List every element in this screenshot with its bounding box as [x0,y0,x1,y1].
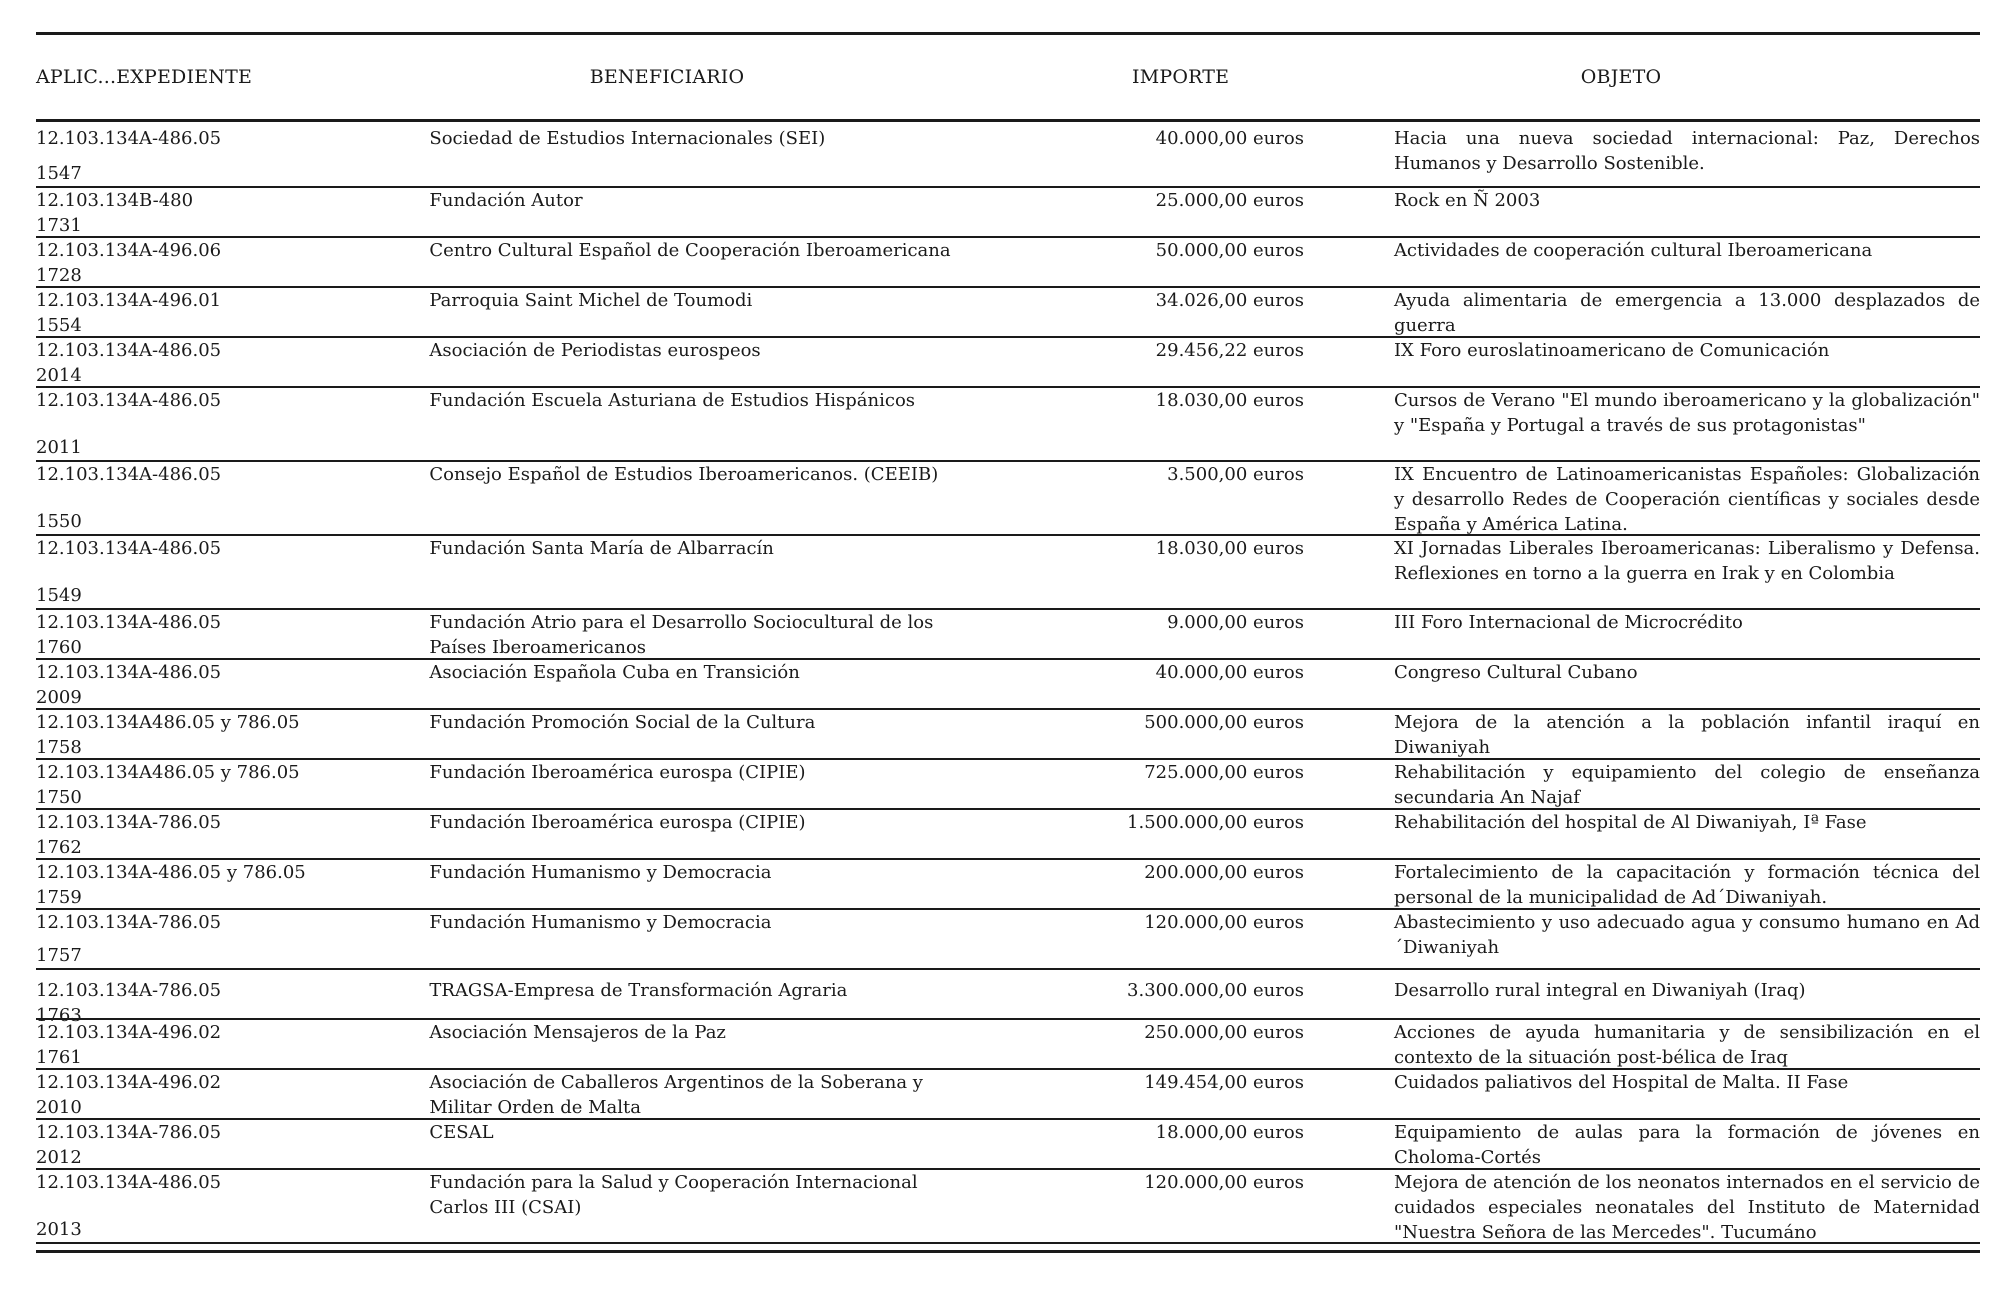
cell-beneficiario: Fundación para la Salud y Cooperación Internacional Carlos III (CSAI) [429,1172,918,1218]
cell-beneficiario: Fundación Promoción Social de la Cultura [429,712,816,733]
document-page [36,32,1980,1253]
header-importe: IMPORTE [1132,66,1230,88]
cell-beneficiario: Asociación Española Cuba en Transición [429,662,800,683]
cell-importe: 250.000,00 euros [1144,1022,1304,1043]
table-row [36,860,1980,910]
table-row [36,910,1980,970]
cell-objeto: Mejora de la atención a la población infantil iraquí en Diwaniyah [1393,712,1981,758]
table-row [36,238,1980,288]
cell-aplicacion [36,1120,429,1168]
cell-aplicacion [36,338,429,386]
expediente-number: 2009 [36,687,82,708]
cell-importe: 725.000,00 euros [1144,762,1304,783]
cell-objeto: Desarrollo rural integral en Diwaniyah (Iraq) [1393,980,1806,1001]
expediente-number: 1761 [36,1047,82,1068]
expediente-number: 1762 [36,837,82,858]
aplicacion-code: 12.103.134A-786.05 [36,912,222,933]
cell-importe: 120.000,00 euros [1144,1172,1304,1193]
cell-beneficiario: Centro Cultural Español de Cooperación Iberoamericana [429,240,951,261]
cell-aplicacion [36,710,429,758]
cell-beneficiario: TRAGSA-Empresa de Transformación Agraria [429,980,848,1001]
aplicacion-code: 12.103.134A-486.05 [36,1172,222,1193]
table-row [36,462,1980,536]
aplicacion-code: 12.103.134A-496.02 [36,1022,222,1043]
table-row [36,388,1980,462]
cell-objeto: Congreso Cultural Cubano [1393,662,1638,683]
aplicacion-code: 12.103.134A-496.06 [36,240,222,261]
expediente-number: 1547 [36,163,82,184]
cell-objeto: Actividades de cooperación cultural Iberoamericana [1393,240,1873,261]
cell-aplicacion [36,1070,429,1118]
cell-importe: 120.000,00 euros [1144,912,1304,933]
table-row [36,660,1980,710]
expediente-number: 1757 [36,945,82,966]
cell-aplicacion [36,1170,429,1242]
expediente-number: 1550 [36,511,82,532]
aplicacion-code: 12.103.134A-486.05 [36,340,222,361]
cell-objeto: Hacia una nueva sociedad internacional: Paz, Derechos Humanos y Desarrollo Sostenible. [1393,128,1981,174]
table-row [36,1120,1980,1170]
aplicacion-code: 12.103.134B-480 [36,190,194,211]
cell-importe: 25.000,00 euros [1155,190,1304,211]
expediente-number: 2010 [36,1097,82,1118]
aplicacion-code: 12.103.134A-496.01 [36,290,222,311]
cell-importe: 29.456,22 euros [1155,340,1304,361]
cell-aplicacion [36,1020,429,1068]
aplicacion-code: 12.103.134A-486.05 [36,464,222,485]
table-row [36,288,1980,338]
aplicacion-code: 12.103.134A-486.05 [36,662,222,683]
expediente-number: 1549 [36,585,82,606]
cell-beneficiario: Asociación de Caballeros Argentinos de la Soberana y Militar Orden de Malta [429,1072,923,1118]
cell-aplicacion [36,462,429,534]
aplicacion-code: 12.103.134A-786.05 [36,812,222,833]
cell-aplicacion [36,536,429,608]
header-objeto: OBJETO [1580,66,1662,88]
table-row [36,338,1980,388]
cell-importe: 18.000,00 euros [1155,1122,1304,1143]
expediente-number: 1763 [36,1005,82,1026]
cell-objeto: Abastecimiento y uso adecuado agua y consumo humano en Ad´Diwaniyah [1393,912,1981,958]
cell-beneficiario: Fundación Santa María de Albarracín [429,538,774,559]
cell-aplicacion [36,238,429,286]
cell-beneficiario: Asociación de Periodistas eurospeos [429,340,761,361]
expediente-number: 1758 [36,737,82,758]
cell-aplicacion [36,288,429,336]
cell-beneficiario: Fundación Iberoamérica eurospa (CIPIE) [429,762,806,783]
cell-importe: 34.026,00 euros [1155,290,1304,311]
cell-objeto: Equipamiento de aulas para la formación de jóvenes en Choloma-Cortés [1393,1122,1981,1168]
table-row [36,810,1980,860]
table-row [36,1020,1980,1070]
cell-aplicacion [36,860,429,908]
cell-objeto: Cuidados paliativos del Hospital de Malta. II Fase [1393,1072,1849,1093]
cell-beneficiario: Parroquia Saint Michel de Toumodi [429,290,753,311]
expediente-number: 2012 [36,1147,82,1168]
cell-objeto: Rehabilitación del hospital de Al Diwaniyah, Iª Fase [1393,812,1867,833]
cell-beneficiario: CESAL [429,1122,494,1143]
aplicacion-code: 12.103.134A-486.05 y 786.05 [36,862,306,883]
cell-beneficiario: Fundación Autor [429,190,583,211]
cell-importe: 18.030,00 euros [1155,538,1304,559]
cell-importe: 3.500,00 euros [1167,464,1304,485]
cell-objeto: III Foro Internacional de Microcrédito [1393,612,1743,633]
cell-objeto: Rehabilitación y equipamiento del colegio de enseñanza secundaria An Najaf [1393,762,1981,808]
aplicacion-code: 12.103.134A486.05 y 786.05 [36,712,300,733]
cell-objeto: Ayuda alimentaria de emergencia a 13.000 desplazados de guerra [1393,290,1981,336]
header-aplicacion: APLIC...EXPEDIENTE [36,66,253,88]
bottom-rule [36,1250,1980,1253]
expediente-number: 2013 [36,1219,82,1240]
cell-beneficiario: Fundación Atrio para el Desarrollo Sociocultural de los Países Iberoamericanos [429,612,934,658]
table-row [36,1070,1980,1120]
cell-objeto: Cursos de Verano "El mundo iberoamericano y la globalización" y "España y Portugal a través de sus protagonistas" [1393,390,1981,436]
aplicacion-code: 12.103.134A-486.05 [36,390,222,411]
table-row [36,536,1980,610]
table-row [36,122,1980,188]
table-row [36,760,1980,810]
expediente-number: 1759 [36,887,82,908]
expediente-number: 1728 [36,265,82,286]
table-row [36,610,1980,660]
cell-objeto: IX Foro euroslatinoamericano de Comunicación [1393,340,1830,361]
table-row [36,188,1980,238]
cell-importe: 50.000,00 euros [1155,240,1304,261]
aplicacion-code: 12.103.134A-486.05 [36,612,222,633]
cell-aplicacion [36,760,429,808]
cell-beneficiario: Fundación Humanismo y Democracia [429,912,772,933]
expediente-number: 1731 [36,215,82,236]
table-header [36,35,1980,122]
cell-beneficiario: Fundación Escuela Asturiana de Estudios Hispánicos [429,390,916,411]
table-body [36,122,1980,1253]
cell-aplicacion [36,810,429,858]
expediente-number: 1760 [36,637,82,658]
header-beneficiario: BENEFICIARIO [589,66,745,88]
cell-importe: 3.300.000,00 euros [1127,980,1304,1001]
cell-beneficiario: Fundación Humanismo y Democracia [429,862,772,883]
cell-aplicacion [36,978,429,1026]
cell-aplicacion [36,910,429,968]
cell-importe: 149.454,00 euros [1144,1072,1304,1093]
cell-aplicacion [36,126,429,186]
aplicacion-code: 12.103.134A-786.05 [36,1122,222,1143]
cell-importe: 40.000,00 euros [1155,128,1304,149]
cell-aplicacion [36,660,429,708]
cell-importe: 500.000,00 euros [1144,712,1304,733]
cell-importe: 40.000,00 euros [1155,662,1304,683]
cell-importe: 18.030,00 euros [1155,390,1304,411]
cell-objeto: IX Encuentro de Latinoamericanistas Españoles: Globalización y desarrollo Redes de Cooperación científicas y sociales desde España y América Latina. [1393,464,1981,535]
aplicacion-code: 12.103.134A-486.05 [36,128,222,149]
cell-beneficiario: Asociación Mensajeros de la Paz [429,1022,726,1043]
cell-objeto: Rock en Ñ 2003 [1393,190,1541,211]
expediente-number: 1554 [36,315,82,336]
cell-beneficiario: Sociedad de Estudios Internacionales (SEI) [429,128,826,149]
table-row [36,710,1980,760]
cell-objeto: XI Jornadas Liberales Iberoamericanas: Liberalismo y Defensa. Reflexiones en torno a la guerra en Irak y en Colombia [1393,538,1981,584]
cell-aplicacion [36,188,429,236]
aplicacion-code: 12.103.134A486.05 y 786.05 [36,762,300,783]
expediente-number: 2011 [36,437,82,458]
cell-aplicacion [36,388,429,460]
cell-importe: 1.500.000,00 euros [1127,812,1304,833]
cell-importe: 9.000,00 euros [1167,612,1304,633]
cell-aplicacion [36,610,429,658]
aplicacion-code: 12.103.134A-786.05 [36,980,222,1001]
cell-beneficiario: Consejo Español de Estudios Iberoamericanos. (CEEIB) [429,464,939,485]
cell-beneficiario: Fundación Iberoamérica eurospa (CIPIE) [429,812,806,833]
table-row [36,970,1980,1026]
cell-objeto: Acciones de ayuda humanitaria y de sensibilización en el contexto de la situación post-bélica de Iraq [1393,1022,1981,1068]
expediente-number: 2014 [36,365,82,386]
expediente-number: 1750 [36,787,82,808]
aplicacion-code: 12.103.134A-496.02 [36,1072,222,1093]
cell-objeto: Fortalecimiento de la capacitación y formación técnica del personal de la municipalidad de Ad´Diwaniyah. [1393,862,1981,908]
aplicacion-code: 12.103.134A-486.05 [36,538,222,559]
cell-objeto: Mejora de atención de los neonatos internados en el servicio de cuidados especiales neonatales del Instituto de Maternidad "Nuestra Señora de las Mercedes". Tucumáno [1393,1172,1981,1243]
table-row [36,1170,1980,1244]
cell-importe: 200.000,00 euros [1144,862,1304,883]
